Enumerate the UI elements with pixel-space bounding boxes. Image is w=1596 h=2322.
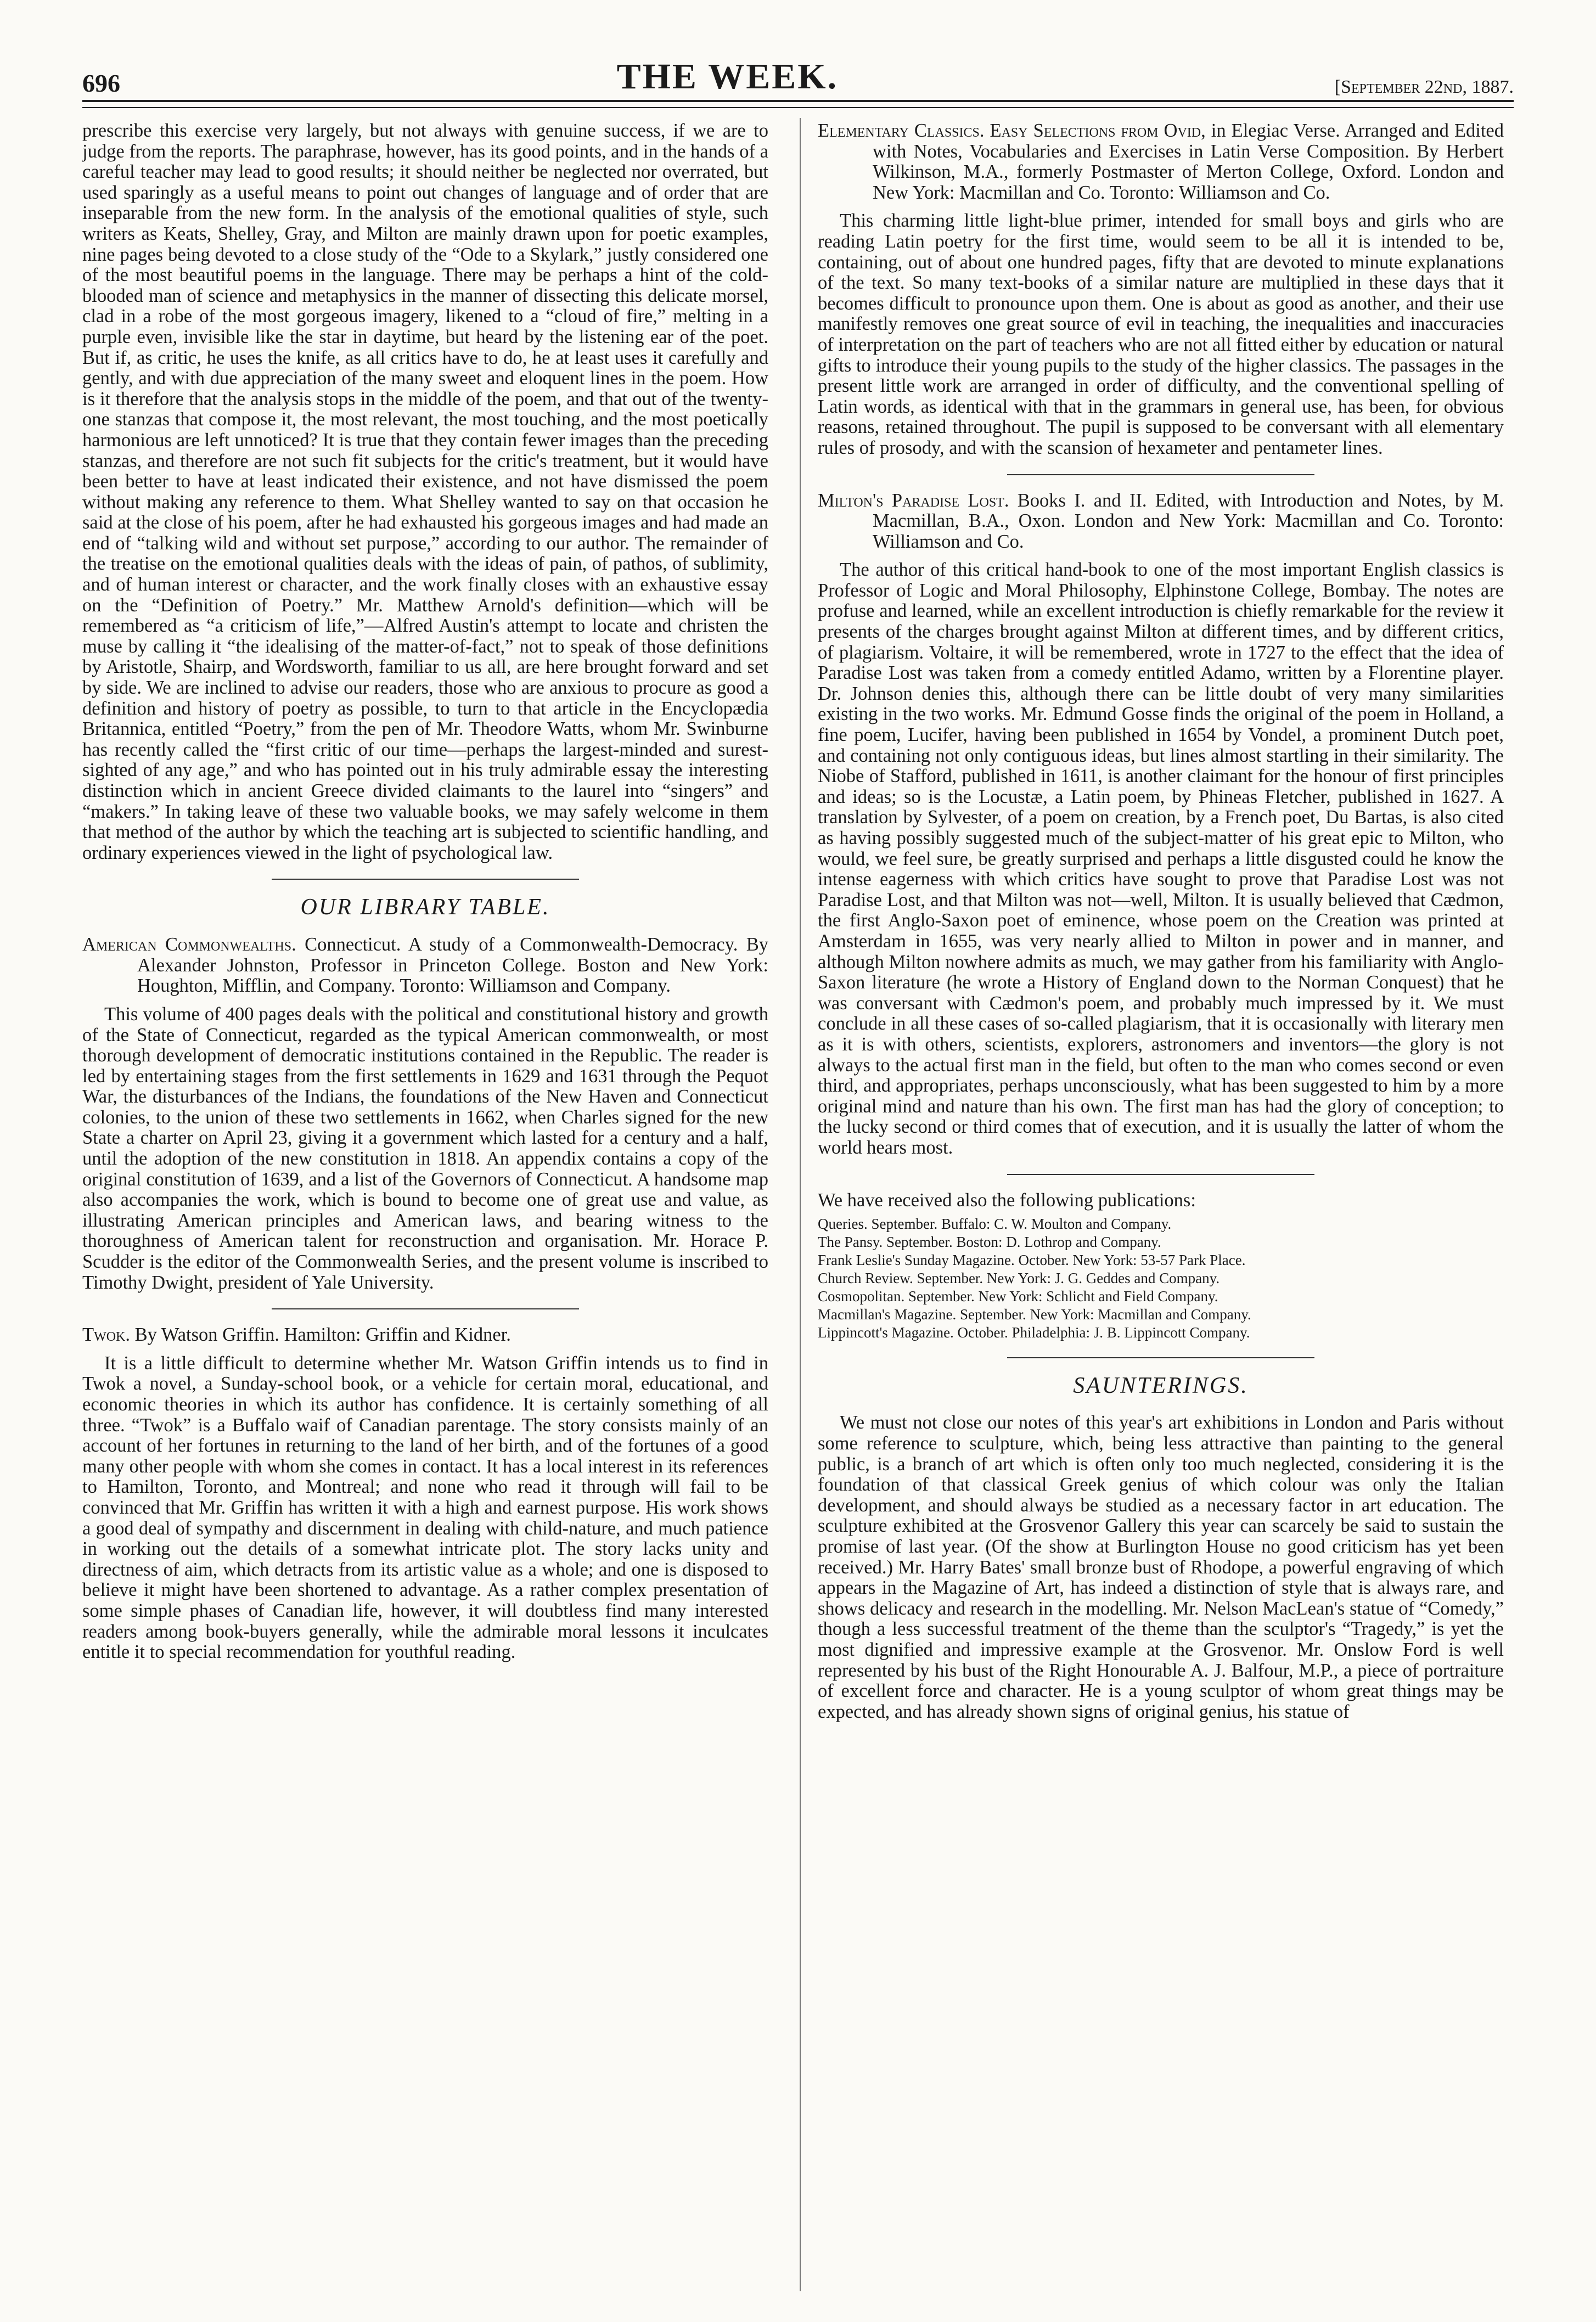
page-number: 696 [82,69,120,97]
page-header [82,43,1514,98]
publication-item: Macmillan's Magazine. September. New York: Macmillan and Company. [818,1306,1251,1323]
entry-title: Milton's Paradise Lost. [818,490,1009,511]
entry-details: By Watson Griffin. Hamilton: Griffin and Kidner. [134,1324,511,1346]
publication-item: Cosmopolitan. September. New York: Schlicht and Field Company. [818,1287,1218,1305]
section-rule [1007,1357,1314,1358]
entry-details: Connecticut. A study of a Commonwealth-Democracy. By Alexander Johnston, Professor in Princeton College. Boston and New York: Houghton, Mifflin, and Company. Toronto: Williamson and Company. [137,934,768,997]
entry-title: Twok. [82,1324,131,1346]
publication-item: The Pansy. September. Boston: D. Lothrop and Company. [818,1234,1161,1251]
entry-series: Elementary Classics. Easy Selections from Ovid, [818,120,1206,141]
section-rule [272,879,579,880]
review-entry-twok [82,1325,768,1346]
review-entry-connecticut [82,935,768,997]
review-body-ovid: This charming little light-blue primer, intended for small boys and girls who are reading Latin poetry for the first time, would seem to be all it is intended to be, containing, out of about one hundred pages, fifty that are devoted to minute explanations of the text. So many text-books of a similar nature are multiplied in these days that it becomes difficult to pronounce upon them. One is about as good as another, and their use manifestly removes one great source of evil in teaching, the inequalities and inaccuracies of interpretation on the part of teachers who are not all fitted either by education or natural gifts to introduce their young pupils to the study of the higher classics. The passages in the present little work are arranged in order of difficulty, and the conventional spelling of Latin words, as identical with that in the grammars in general use, has been, for obvious reasons, retained throughout. The pupil is supposed to be conversant with all elementary rules of prosody, and with the scansion of hexameter and pentameter lines. [818,210,1504,458]
masthead-title: THE WEEK. [616,57,839,97]
review-body-milton: The author of this critical hand-book to one of the most important English classics is Professor of Logic and Moral Philosophy, Elphinstone College, Bombay. The notes are profuse and learned, while an excellent introduction is chiefly remarkable for the review it presents of the charges brought against Milton at different times, and by different critics, of plagiarism. Voltaire, it will be remembered, wrote in 1727 to the effect that the idea of Paradise Lost was taken from a comedy entitled Adamo, written by a Florentine player. Dr. Johnson denies this, although there can be little doubt of very many similarities existing in the two works. Mr. Edmund Gosse finds the original of the poem in Holland, a fine poem, Lucifer, having been published in 1654 by Vondel, a prominent Dutch poet, and containing not only contiguous ideas, but lines almost startling in their similarity. The Niobe of Stafford, published in 1611, is another claimant for the honour of first principles and ideas; so is the Locustæ, a Latin poem, by Phineas Fletcher, published in 1627. A translation by Sylvester, of a poem on creation, by a French poet, Du Bartas, is also cited as having possibly suggested much of the subject-matter of his great epic to Milton, who would, we feel sure, be greatly surprised and perhaps a little disgusted could he know the intense eagerness with which critics have sought to prove that Paradise Lost was not Paradise Lost, and that Milton was not—well, Milton. It is usually believed that Cædmon, the first Anglo-Saxon poet of eminence, whose poem on the Creation was printed at Amsterdam in 1655, was very nearly allied to Milton in power and in manner, and although Milton nowhere admits as much, we may gather from his familiarity with Anglo-Saxon literature (he wrote a History of England down to the Norman Conquest) that he was conversant with Cædmon's poem, and probably much impressed by it. We must conclude in all these cases of so-called plagiarism, that it is occasionally with literary men as it is with others, scientists, explorers, astronomers and inventors—the glory is not always to the actual first man in the field, but often to the man who comes second or even third, and appropriates, perhaps unconsciously, what has been suggested to him by a more original mind and nature than his own. The first man has had the glory of conception; to the lucky second or third comes that of execution, and it is usually the latter of whom the world hears most. [818,559,1504,1158]
right-column [818,121,1504,1725]
publication-item: Church Review. September. New York: J. G. Geddes and Company. [818,1269,1220,1286]
header-rule [82,100,1514,108]
section-rule [1007,474,1314,475]
publications-intro: We have received also the following publications: [818,1189,1196,1211]
saunterings-body: We must not close our notes of this year's art exhibitions in London and Paris without some reference to sculpture, which, being less attractive than painting to the general public, is a branch of art which is often only too much neglected, considering it is the foundation of that classical Greek genius of which colour was only the Italian development, and should always be studied as a necessary factor in art education. The sculpture exhibited at the Grosvenor Gallery this year can scarcely be said to sustain the promise of last year. (Of the show at Burlington House no good criticism has yet been received.) Mr. Harry Bates' small bronze bust of Rhodope, a powerful engraving of which appears in the Magazine of Art, has indeed a distinction of style that is always rare, and shows delicacy and research in the modelling. Mr. Nelson MacLean's statue of “Comedy,” though a less successful treatment of the theme than the sculptor's “Tragedy,” is yet the most dignified and impressive example at the Grosvenor. Mr. Onslow Ford is well represented by his bust of the Right Honourable A. J. Balfour, M.P., a piece of portraiture of excellent force and character. He is a young sculptor of whom great things may be expected, and has already shown signs of original genius, his statue of [818,1412,1504,1722]
review-entry-milton [818,491,1504,553]
entry-series: American Commonwealths. [82,934,296,955]
saunterings-heading: SAUNTERINGS. [1073,1373,1249,1398]
column-divider [800,118,801,2291]
article-continuation: prescribe this exercise very largely, but not always with genuine success, if we are to judge from the reports. The paraphrase, however, has its good points, and in the hands of a careful teacher may lead to good results; it should neither be neglected nor overrated, but used sparingly as a useful means to point out changes of language and of order that are inseparable from the new form. In the analysis of the emotional qualities of style, such writers as Keats, Shelley, Gray, and Milton are mainly drawn upon for poetic examples, nine pages being devoted to a close study of the “Ode to a Skylark,” justly considered one of the most beautiful poems in the language. There may be perhaps a hint of the cold-blooded man of science and metaphysics in the manner of dissecting this delicate morsel, clad in a robe of the most gorgeous imagery, likened to a “cloud of fire,” melting in a purple even, invisible like the star in daytime, but heard by the listening ear of the poet. But if, as critic, he uses the knife, as all critics have to do, he at least uses it carefully and gently, and with due appreciation of the many sweet and eloquent lines in the poem. How is it therefore that the analysis stops in the middle of the poem, and that out of the twenty-one stanzas that compose it, the most relevant, the most touching, and the most poetically harmonious are left unnoticed? It is true that they contain fewer images than the preceding stanzas, and therefore are not such fit subjects for the critic's treatment, but it would have been better to have at least indicated their existence, and not have dismissed the poem without making any reference to them. What Shelley wanted to say on that occasion he said at the close of his poem, after he had exhausted his gorgeous images and had made an end of “talking wild and without set purpose,” according to our author. The remainder of the treatise on the emotional qualities deals with the ideas of pain, of pathos, of sublimity, and of human interest or character, and the work finally closes with an exhaustive essay on the “Definition of Poetry.” Mr. Matthew Arnold's definition—which will be remembered as “a criticism of life,”—Alfred Austin's attempt to locate and christen the muse by calling it “the idealising of the matter-of-fact,” not to speak of those definitions by Aristotle, Shairp, and Wordsworth, familiar to us all, are here brought forward and set by side. We are inclined to advise our readers, those who are anxious to procure as good a definition and history of poetry as possible, to turn to that article in the Encyclopædia Britannica, entitled “Poetry,” from the pen of Mr. Theodore Watts, whom Mr. Swinburne has recently called the “first critic of our time—perhaps the largest-minded and surest-sighted of any age,” and who has pointed out in his truly admirable essay the interesting distinction which in ancient Greece divided claimants to the laurel into “singers” and “makers.” In taking leave of these two valuable books, we may safely welcome in them that method of the author by which the teaching art is subjected to scientific handling, and ordinary experiences viewed in the light of psychological law. [82,120,768,863]
section-rule [1007,1174,1314,1175]
entry-details: in Elegiac Verse. Arranged and Edited with Notes, Vocabularies and Exercises in Latin Verse Composition. By Herbert Wilkinson, M.A., formerly Postmaster of Merton College, Oxford. London and New York: Macmillan and Co. Toronto: Williamson and Co. [873,120,1504,203]
review-body-connecticut: This volume of 400 pages deals with the political and constitutional history and growth of the State of Connecticut, regarded as the typical American commonwealth, or most thorough development of democratic institutions contained in the Republic. The reader is led by entertaining stages from the first settlements in 1629 and 1631 through the Pequot War, the disturbances of the Indians, the foundations of the New Haven and Connecticut colonies, to the union of these two settlements in 1662, when Charles signed for the new State a charter on April 23, giving it a government which lasted for a century and a half, until the adoption of the new constitution in 1818. An appendix contains a copy of the original constitution of 1639, and a list of the Governors of Connecticut. A handsome map also accompanies the work, which is bound to become one of great use and value, as illustrating American principles and American laws, and bearing witness to the thoroughness of American talent for reconstruction and organisation. Mr. Horace P. Scudder is the editor of the Commonwealth Series, and the present volume is inscribed to Timothy Dwight, president of Yale University. [82,1003,768,1293]
library-table-heading: OUR LIBRARY TABLE. [300,895,550,920]
section-rule [272,1308,579,1309]
publication-item: Queries. September. Buffalo: C. W. Moulton and Company. [818,1216,1172,1233]
entry-details: Books I. and II. Edited, with Introduction and Notes, by M. Macmillan, B.A., Oxon. London and New York: Macmillan and Co. Toronto: Williamson and Co. [873,490,1504,552]
review-body-twok: It is a little difficult to determine whether Mr. Watson Griffin intends us to find in Twok a novel, a Sunday-school book, or a vehicle for certain moral, educational, and economic theories in which its author has confidence. It is certainly something of all three. “Twok” is a Buffalo waif of Canadian parentage. The story consists mainly of an account of her fortunes in returning to the land of her birth, and of the fortunes of a good many other people with whom she comes in contact. It has a local interest in its references to Hamilton, Toronto, and Montreal; and none who read it through will fail to be convinced that Mr. Griffin has written it with a high and earnest purpose. His work shows a good deal of sympathy and discernment in dealing with child-nature, and much patience in working out the details of a somewhat intricate plot. The story lacks unity and directness of aim, which detracts from its artistic value as a whole; and one is disposed to believe it might have been shortened to advantage. As a rather complex presentation of some simple phases of Canadian life, however, it will doubtless find many interested readers among book-buyers generally, while the admirable moral lessons it inculcates entitle it to special recommendation for youthful reading. [82,1352,768,1663]
review-entry-ovid [818,121,1504,203]
publication-item: Lippincott's Magazine. October. Philadelphia: J. B. Lippincott Company. [818,1324,1250,1341]
issue-date: [September 22nd, 1887. [1334,77,1514,97]
publication-item: Frank Leslie's Sunday Magazine. October. New York: 53-57 Park Place. [818,1251,1246,1268]
left-column [82,121,768,1666]
